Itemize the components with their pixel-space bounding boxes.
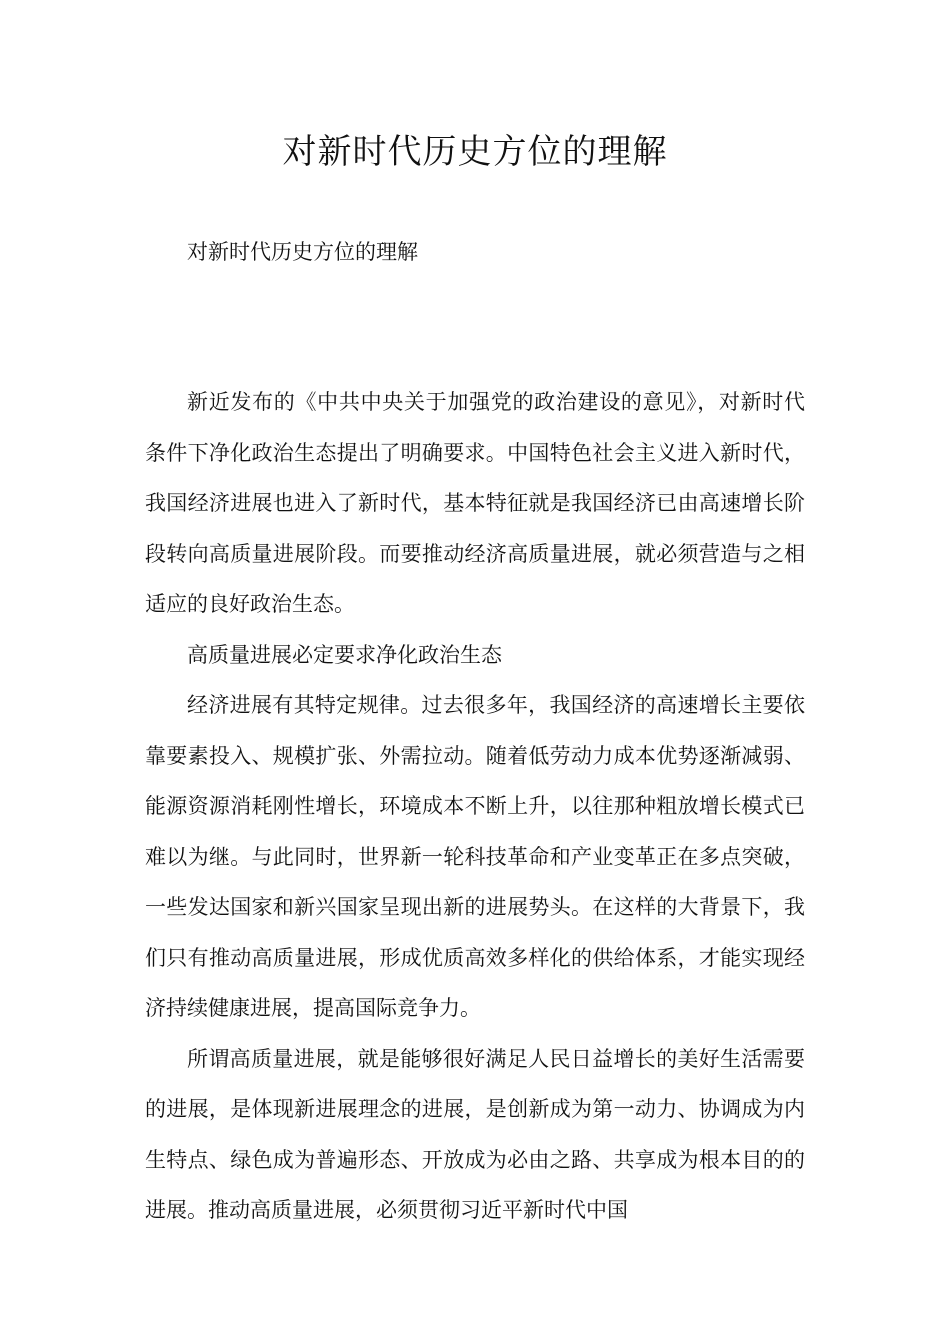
- paragraph-2: 经济进展有其特定规律。过去很多年，我国经济的高速增长主要依靠要素投入、规模扩张、外需拉动。随着低劳动力成本优势逐渐减弱、能源资源消耗刚性增长，环境成本不断上升，以往那种粗放增长模式已难以为继。与此同时，世界新一轮科技革命和产业变革正在多点突破，一些发达国家和新兴国家呈现出新的进展势头。在这样的大背景下，我们只有推动高质量进展，形成优质高效多样化的供给体系，才能实现经济持续健康进展，提高国际竞争力。: [145, 693, 805, 1020]
- document-body: [145, 377, 805, 1236]
- paragraph-1: 新近发布的《中共中央关于加强党的政治建设的意见》，对新时代条件下净化政治生态提出了明确要求。中国特色社会主义进入新时代，我国经济进展也进入了新时代，基本特征就是我国经济已由高速增长阶段转向高质量进展阶段。而要推动经济高质量进展，就必须营造与之相适应的良好政治生态。: [145, 390, 805, 616]
- paragraph-3: 所谓高质量进展，就是能够很好满足人民日益增长的美好生活需要的进展，是体现新进展理念的进展，是创新成为第一动力、协调成为内生特点、绿色成为普遍形态、开放成为必由之路、共享成为根本目的的进展。推动高质量进展，必须贯彻习近平新时代中国: [145, 1046, 805, 1222]
- document-subtitle: 对新时代历史方位的理解: [187, 240, 418, 264]
- document-title: 对新时代历史方位的理解: [282, 132, 668, 172]
- section-heading: 高质量进展必定要求净化政治生态: [187, 642, 502, 667]
